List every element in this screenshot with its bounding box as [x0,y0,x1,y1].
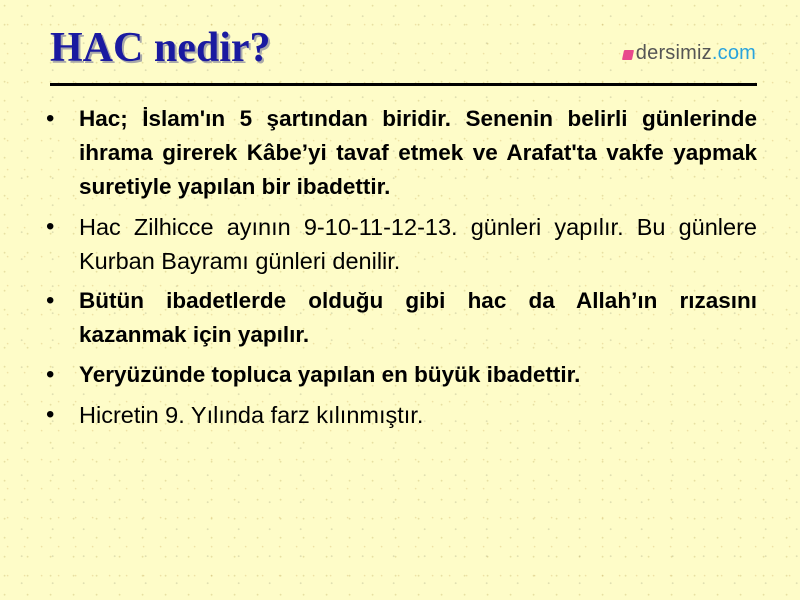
bullet-list [46,102,757,438]
bullet-item [46,284,757,352]
bullet-dot-icon: • [46,105,55,132]
logo-tld: .com [711,42,756,64]
bullet-dot-icon: • [46,361,55,388]
bullet-item [46,358,757,392]
bullet-text: Hac Zilhicce ayının 9-10-11-12-13. günleri yapılır. Bu günlere Kurban Bayramı günleri denilir. [79,214,757,274]
bullet-dot-icon: • [46,287,55,314]
bullet-item [46,398,757,432]
bullet-dot-icon: • [46,213,55,240]
book-icon [622,50,634,60]
bullet-text: Bütün ibadetlerde olduğu gibi hac da Allah’ın rızasını kazanmak için yapılır. [79,288,757,347]
logo-name: dersimiz [635,42,712,64]
bullet-text: Yeryüzünde topluca yapılan en büyük ibadettir. [79,362,581,387]
title-underline [50,83,757,86]
bullet-dot-icon: • [46,401,55,428]
slide-title: HAC nedir? [50,25,271,71]
bullet-text: Hicretin 9. Yılında farz kılınmıştır. [79,402,424,428]
dersimiz-logo [623,42,756,65]
bullet-item [46,210,757,278]
bullet-item [46,102,757,204]
bullet-text: Hac; İslam'ın 5 şartından biridir. Senenin belirli günlerinde ihrama girerek Kâbe’yi tavaf etmek ve Arafat'ta vakfe yapmak suretiyle yapılan bir ibadettir. [79,106,757,199]
